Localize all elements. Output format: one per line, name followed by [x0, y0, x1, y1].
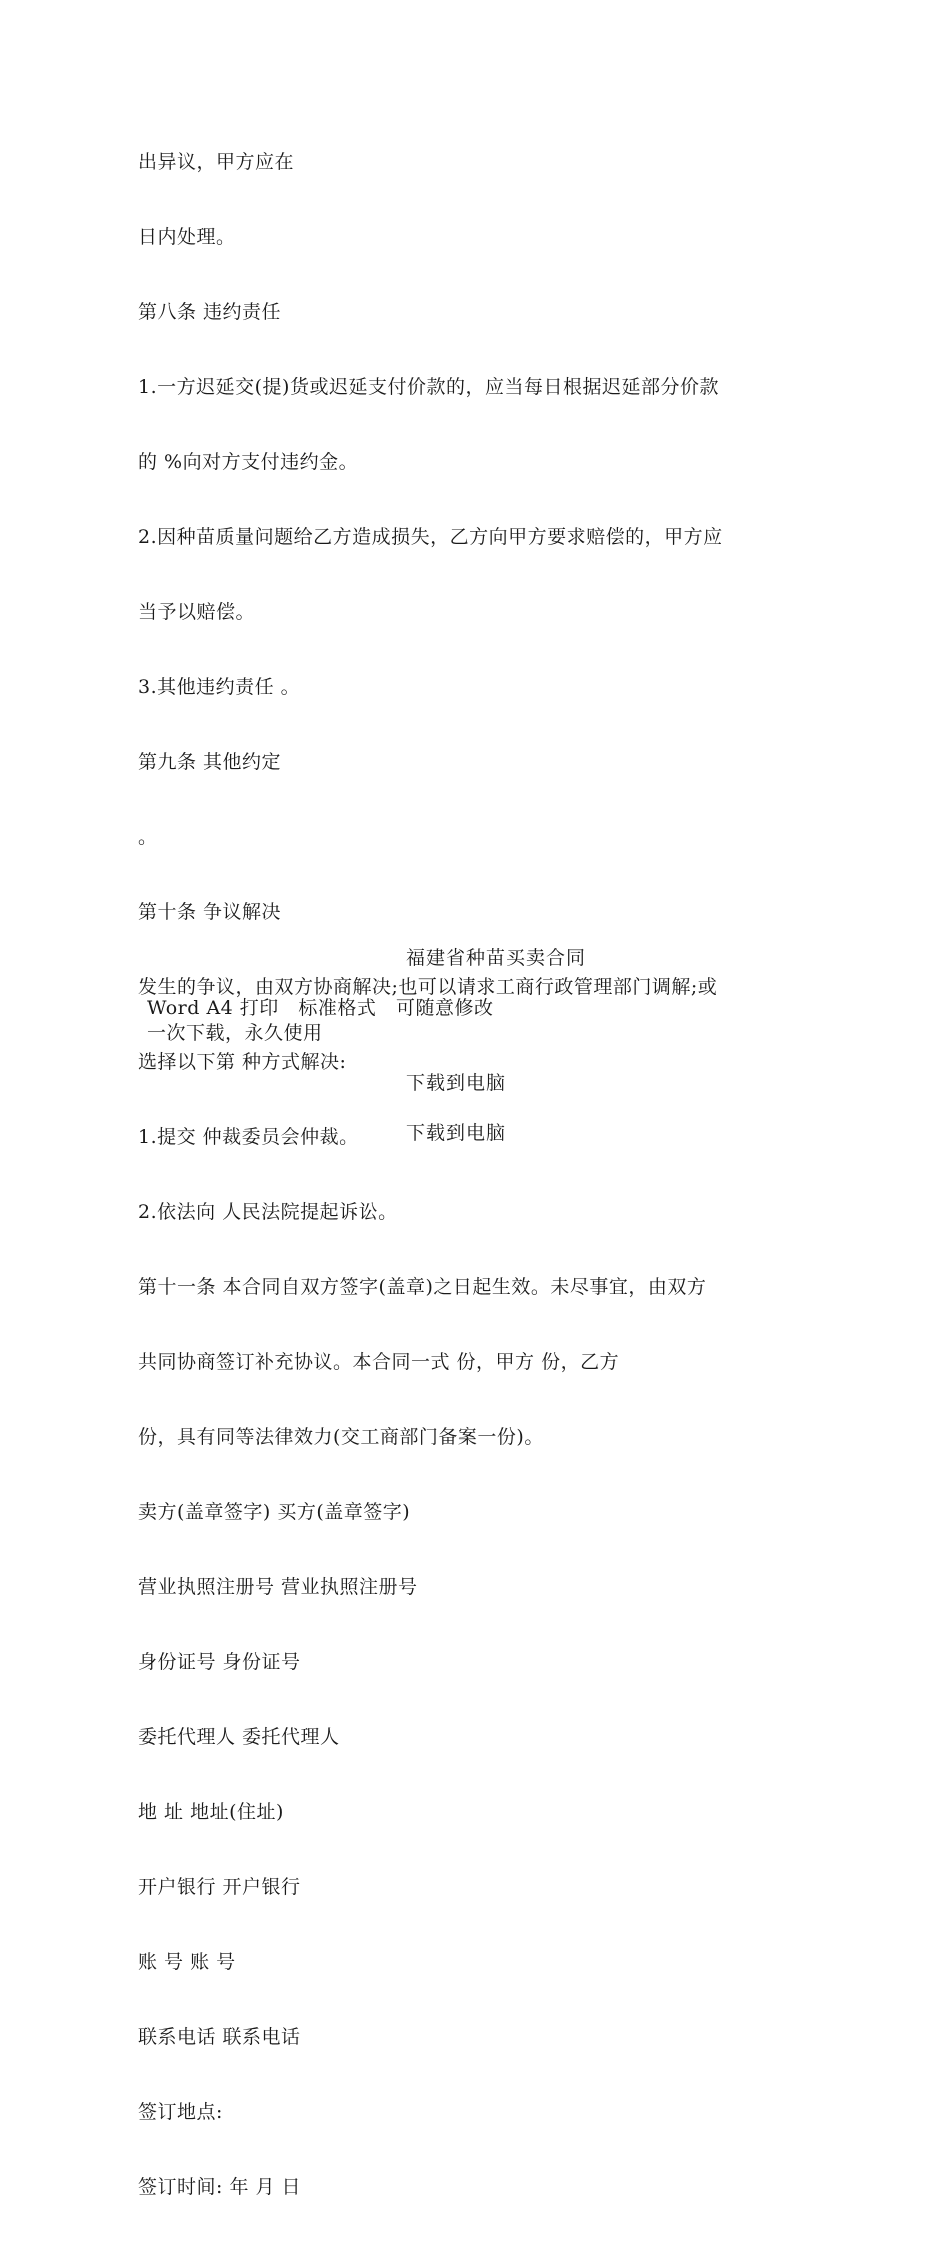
download-to-pc-link[interactable]: 下载到电脑 — [406, 1122, 507, 1144]
contract-line: 发生的争议，由双方协商解决;也可以请求工商行政管理部门调解;或 — [138, 976, 718, 998]
contract-body — [138, 100, 828, 2250]
signature-field: 账 号 账 号 — [138, 1951, 236, 1973]
signature-field: 营业执照注册号 营业执照注册号 — [138, 1576, 418, 1598]
signature-field: 身份证号 身份证号 — [138, 1651, 301, 1673]
document-title: 福建省种苗买卖合同 — [406, 947, 587, 969]
signing-date: 签订时间: 年 月 日 — [138, 2176, 302, 2198]
section-heading: 第十条 争议解决 — [138, 901, 282, 923]
contract-line: 的 %向对方支付违约金。 — [138, 451, 359, 473]
promo-text: Word A4 打印 标准格式 可随意修改 — [147, 997, 494, 1019]
section-heading: 第九条 其他约定 — [138, 751, 282, 773]
contract-line: 3.其他违约责任 。 — [138, 676, 301, 698]
signature-field: 开户银行 开户银行 — [138, 1876, 301, 1898]
contract-line: 共同协商签订补充协议。本合同一式 份，甲方 份，乙方 — [138, 1351, 620, 1373]
contract-line: 当予以赔偿。 — [138, 601, 256, 623]
contract-line: 1.一方迟延交(提)货或迟延支付价款的，应当每日根据迟延部分价款 — [138, 376, 719, 398]
signature-field: 卖方(盖章签字) 买方(盖章签字) — [138, 1501, 411, 1523]
contract-line: 1.提交 仲裁委员会仲裁。 — [138, 1126, 359, 1148]
contract-line: 份，具有同等法律效力(交工商部门备案一份)。 — [138, 1426, 544, 1448]
contract-line: 选择以下第 种方式解决: — [138, 1051, 347, 1073]
signature-field: 委托代理人 委托代理人 — [138, 1726, 340, 1748]
signature-field: 地 址 地址(住址) — [138, 1801, 284, 1823]
contract-line: 2.依法向 人民法院提起诉讼。 — [138, 1201, 398, 1223]
contract-line: 日内处理。 — [138, 226, 236, 248]
section-heading: 第十一条 本合同自双方签字(盖章)之日起生效。未尽事宜，由双方 — [138, 1276, 707, 1298]
contract-line: 2.因种苗质量问题给乙方造成损失，乙方向甲方要求赔偿的，甲方应 — [138, 526, 723, 548]
section-heading: 第八条 违约责任 — [138, 301, 282, 323]
contract-line: 出异议，甲方应在 — [138, 151, 295, 173]
signature-field: 联系电话 联系电话 — [138, 2026, 301, 2048]
contract-line: 。 — [138, 826, 158, 848]
promo-text: 一次下载，永久使用 — [147, 1022, 323, 1044]
download-to-pc-link[interactable]: 下载到电脑 — [406, 1072, 507, 1094]
signing-place: 签订地点: — [138, 2101, 223, 2123]
